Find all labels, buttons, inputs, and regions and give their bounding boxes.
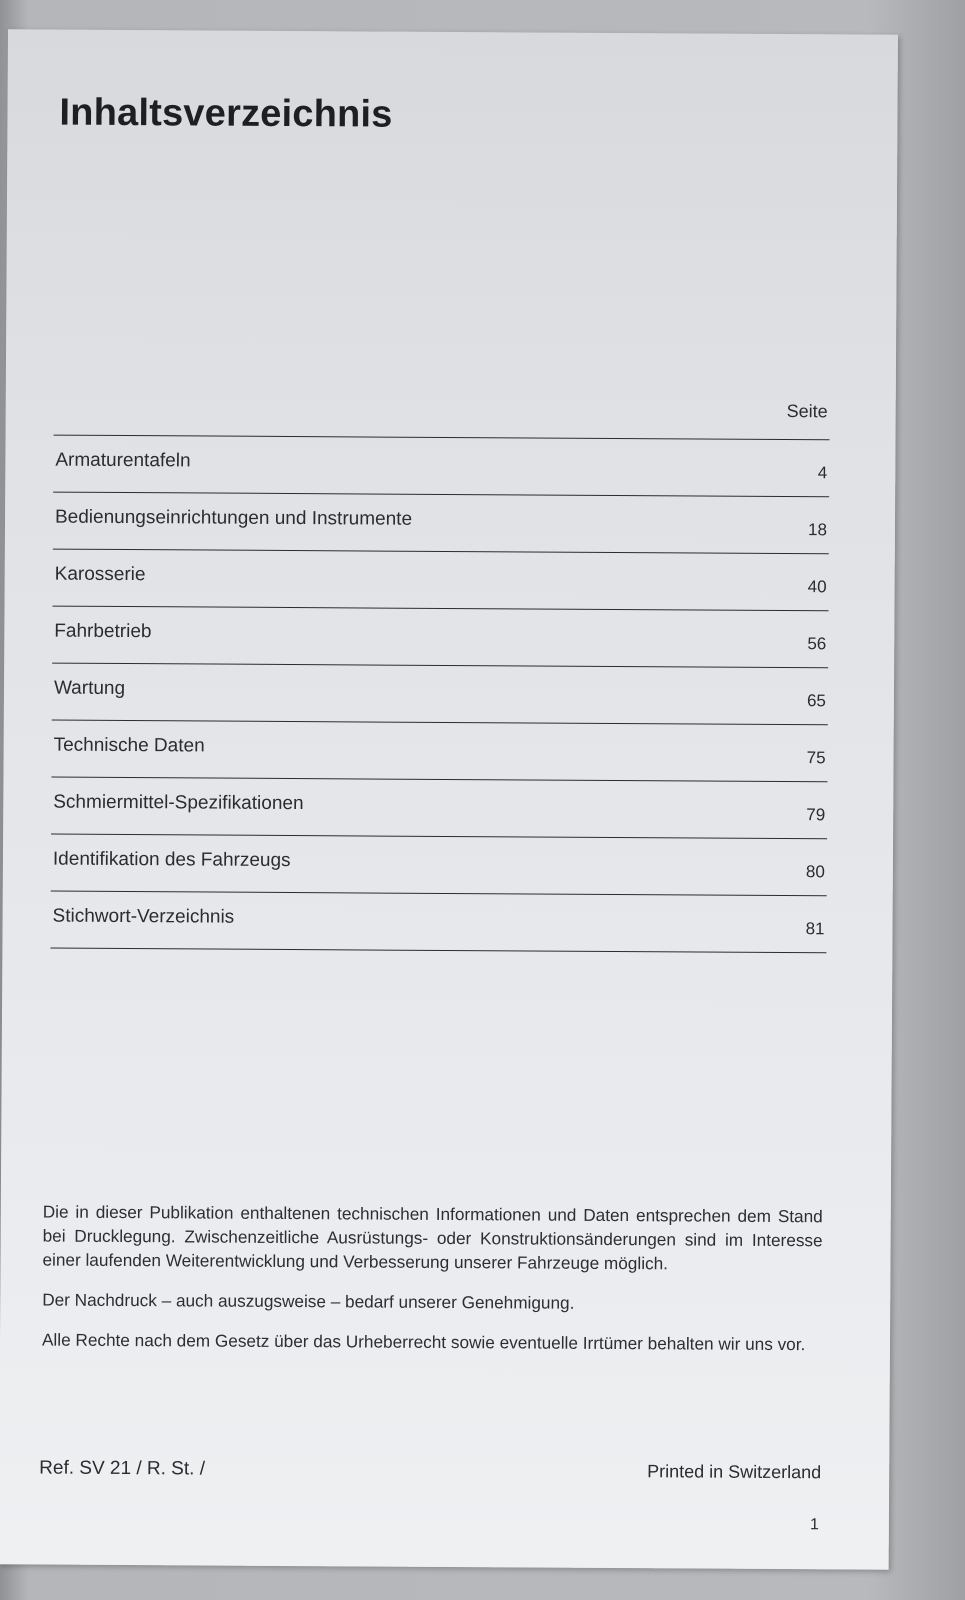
toc-entry-page: 4: [817, 463, 828, 483]
toc-entry-label: Armaturentafeln: [55, 449, 191, 472]
toc-entry-page: 56: [807, 634, 827, 654]
toc-entry-label: Fahrbetrieb: [54, 620, 152, 643]
toc-entry-label: Wartung: [53, 677, 126, 700]
page-number: 1: [809, 1516, 819, 1534]
toc-entry-label: Stichwort-Verzeichnis: [52, 905, 235, 928]
document-page: [0, 29, 898, 1569]
printed-in-note: Printed in Switzerland: [647, 1461, 822, 1483]
toc-entry-page: 81: [805, 919, 825, 939]
toc-entry-page: 79: [806, 805, 826, 825]
toc-entry-page: 80: [805, 862, 825, 882]
toc-entry-page: 75: [806, 748, 826, 768]
toc-entry-label: Identifikation des Fahrzeugs: [52, 848, 291, 872]
notice-paragraph: Alle Rechte nach dem Gesetz über das Urheberrecht sowie eventuelle Irrtümer behalten wir uns vor.: [41, 1329, 806, 1355]
toc-entry-page: 40: [807, 577, 827, 597]
page-title: Inhaltsverzeichnis: [59, 91, 393, 136]
reference-code: Ref. SV 21 / R. St. /: [39, 1457, 206, 1480]
toc-entry: [52, 664, 828, 726]
notice-paragraph: Die in dieser Publikation enthaltenen technischen Informationen und Daten entsprechen dem Stand bei Drucklegung. Zwischenzeitliche Ausrüstungs- oder Konstruktionsänderungen sind im Interesse einer laufenden Weiterentwicklung und Verbesserung unserer Fahrzeuge möglich.: [42, 1201, 823, 1274]
toc-entry-page: 18: [807, 520, 828, 540]
toc-entry: [51, 835, 827, 897]
toc-entry-label: Technische Daten: [53, 734, 205, 757]
toc-entry-label: Bedienungseinrichtungen und Instrumente: [54, 506, 413, 530]
toc-entry: [52, 607, 828, 669]
table-of-contents: [50, 390, 829, 954]
legal-notice: [42, 1200, 823, 1373]
toc-entry-label: Karosserie: [54, 563, 146, 586]
toc-entry: [53, 493, 829, 555]
toc-entry: [51, 778, 827, 840]
toc-entry-label: Schmiermittel-Spezifikationen: [53, 791, 304, 815]
toc-page-column-header: Seite: [54, 390, 830, 441]
toc-entry: [53, 436, 829, 498]
toc-entry: [50, 892, 826, 954]
toc-entry: [52, 550, 828, 612]
notice-paragraph: Der Nachdruck – auch auszugsweise – bedarf unserer Genehmigung.: [42, 1289, 575, 1313]
toc-entry: [51, 721, 827, 783]
toc-entry-page: 65: [806, 691, 826, 711]
